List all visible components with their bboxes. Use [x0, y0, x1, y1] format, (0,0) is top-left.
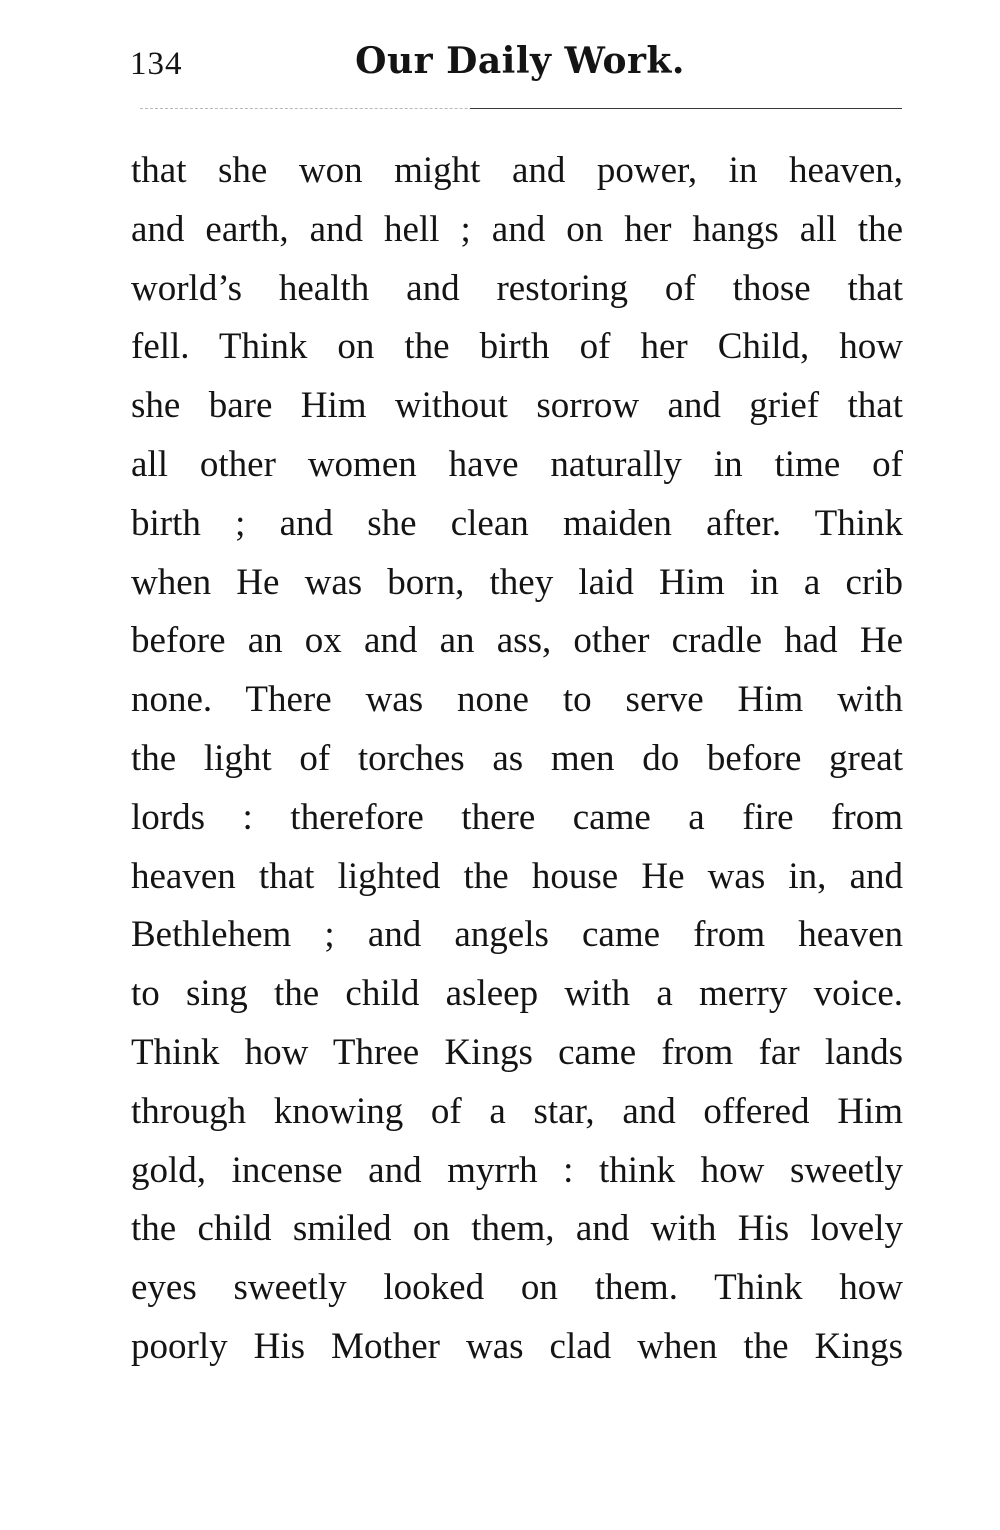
text-line: to sing the child asleep with a merry voice.	[131, 973, 903, 1015]
text-line: world’s health and restoring of those that	[131, 267, 903, 309]
text-line: Think how Three Kings came from far lands	[131, 1031, 903, 1073]
text-line: she bare Him without sorrow and grief that	[131, 385, 903, 427]
running-title: Our Daily Work.	[355, 40, 685, 82]
text-line: birth ; and she clean maiden after. Think	[131, 502, 903, 544]
text-line: before an ox and an ass, other cradle had He	[131, 620, 903, 662]
text-line: lords : therefore there came a fire from	[131, 796, 903, 838]
text-line: that she won might and power, in heaven,	[131, 150, 903, 191]
text-line: all other women have naturally in time of	[131, 443, 903, 485]
text-line: none. There was none to serve Him with	[131, 679, 903, 721]
text-line: fell. Think on the birth of her Child, how	[131, 326, 903, 368]
text-line: and earth, and hell ; and on her hangs all the	[131, 208, 903, 250]
body-text	[131, 148, 903, 1383]
text-line: the child smiled on them, and with His lovely	[131, 1208, 903, 1250]
text-line: through knowing of a star, and offered Him	[131, 1090, 903, 1132]
text-line: when He was born, they laid Him in a crib	[131, 561, 903, 603]
text-line: heaven that lighted the house He was in, and	[131, 855, 903, 897]
text-line: gold, incense and myrrh : think how sweetly	[131, 1149, 903, 1191]
text-line: eyes sweetly looked on them. Think how	[131, 1267, 903, 1309]
text-line: poorly His Mother was clad when the Kings	[131, 1325, 903, 1367]
header-rule-solid	[470, 108, 902, 109]
text-line: Bethlehem ; and angels came from heaven	[131, 914, 903, 956]
text-line: the light of torches as men do before great	[131, 737, 903, 779]
page-number: 134	[130, 46, 183, 82]
